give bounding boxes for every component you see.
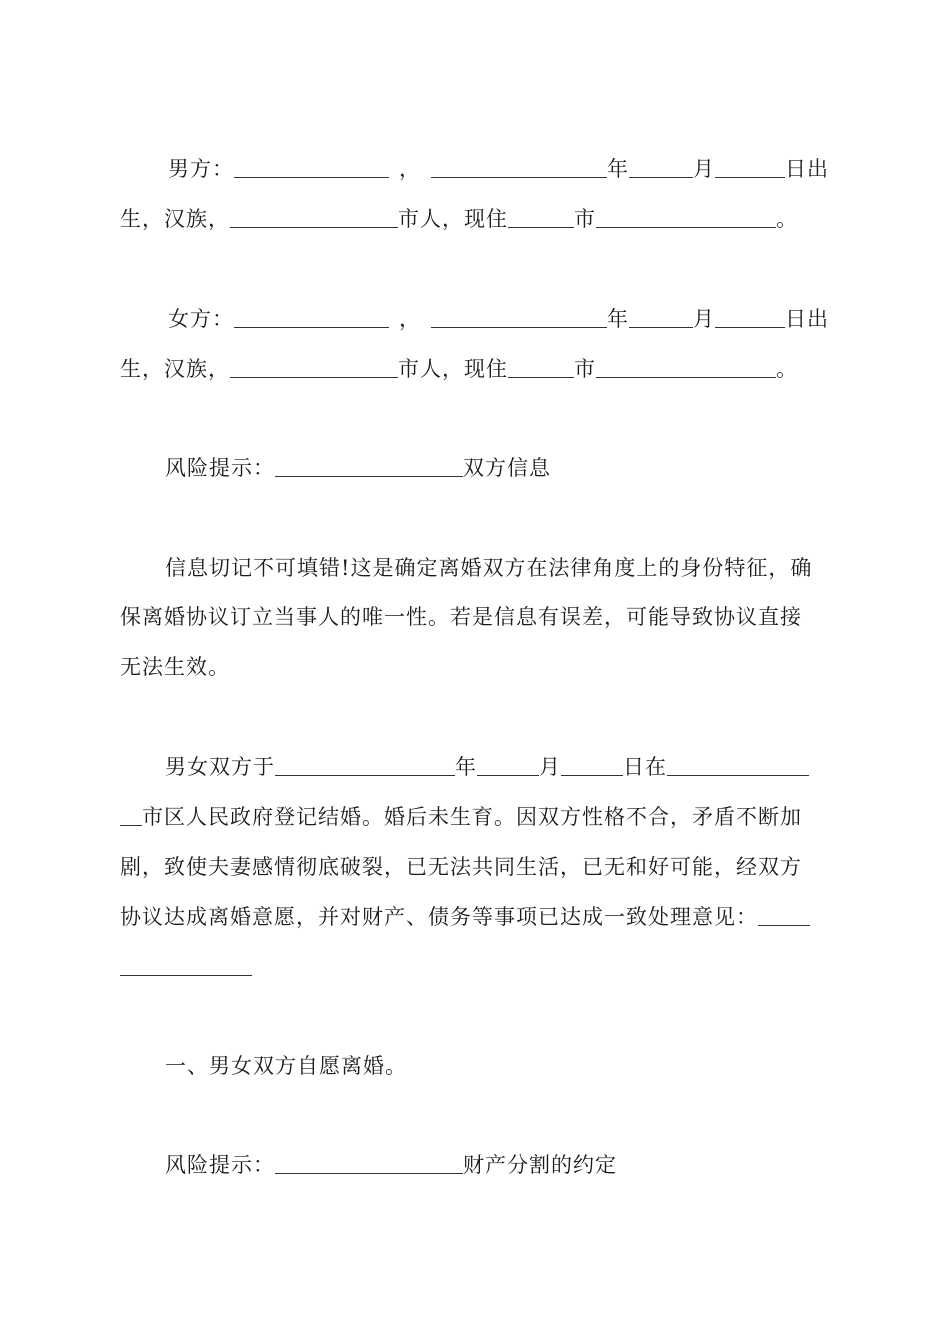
- male-birth-month-blank[interactable]: [629, 157, 693, 178]
- info-para-line-3: 无法生效。: [120, 655, 230, 679]
- marriage-line-3: 剧，致使夫妻感情彻底破裂，已无法共同生活，已无和好可能，经双方: [120, 855, 802, 879]
- marriage-line-5: [120, 952, 252, 982]
- info-para-line-1: 信息切记不可填错!这是确定离婚双方在法律角度上的身份特征，确: [165, 556, 813, 580]
- marriage-place-blank[interactable]: [667, 755, 809, 776]
- male-label: 男方：: [168, 157, 234, 181]
- female-name-blank[interactable]: [234, 307, 389, 328]
- female-birth-year-blank[interactable]: [431, 307, 607, 328]
- female-line-2: 生，汉族， 市人，现住 市 。: [120, 357, 798, 381]
- marriage-line-1: 男女双方于 年 月 日在: [165, 752, 809, 782]
- marriage-month-blank[interactable]: [477, 755, 539, 776]
- male-origin-blank[interactable]: [230, 207, 398, 228]
- opinion-blank[interactable]: [758, 905, 810, 926]
- female-birth-month-blank[interactable]: [629, 307, 693, 328]
- female-residence-city-blank[interactable]: [508, 357, 574, 378]
- marriage-line-4: 协议达成离婚意愿，并对财产、债务等事项已达成一致处理意见：: [120, 902, 810, 932]
- marriage-year-blank[interactable]: [275, 755, 455, 776]
- info-para-line-2: 保离婚协议订立当事人的唯一性。若是信息有误差，可能导致协议直接: [120, 605, 802, 629]
- male-name-blank[interactable]: [234, 157, 389, 178]
- male-birth-day-blank[interactable]: [715, 157, 785, 178]
- male-birth-year-blank[interactable]: [431, 157, 607, 178]
- risk-tip-1-blank[interactable]: [275, 456, 463, 477]
- marriage-place-blank-cont[interactable]: [120, 805, 142, 826]
- risk-tip-2: 风险提示： 财产分割的约定: [165, 1153, 617, 1177]
- male-line-1: 男方： ， 年 月 日出: [168, 157, 829, 181]
- female-address-blank[interactable]: [596, 357, 776, 378]
- male-address-blank[interactable]: [596, 207, 776, 228]
- female-label: 女方：: [168, 307, 234, 331]
- female-birth-day-blank[interactable]: [715, 307, 785, 328]
- marriage-day-blank[interactable]: [561, 755, 623, 776]
- clause-1: 一、男女双方自愿离婚。: [165, 1054, 407, 1078]
- marriage-line-2: 市区人民政府登记结婚。婚后未生育。因双方性格不合，矛盾不断加: [120, 802, 802, 832]
- risk-tip-1: 风险提示： 双方信息: [165, 456, 551, 480]
- female-line-1: 女方： ， 年 月 日出: [168, 307, 829, 331]
- female-origin-blank[interactable]: [230, 357, 398, 378]
- opinion-blank-cont[interactable]: [120, 955, 252, 976]
- male-residence-city-blank[interactable]: [508, 207, 574, 228]
- male-line-2: 生，汉族， 市人，现住 市 。: [120, 207, 798, 231]
- risk-tip-2-blank[interactable]: [275, 1153, 463, 1174]
